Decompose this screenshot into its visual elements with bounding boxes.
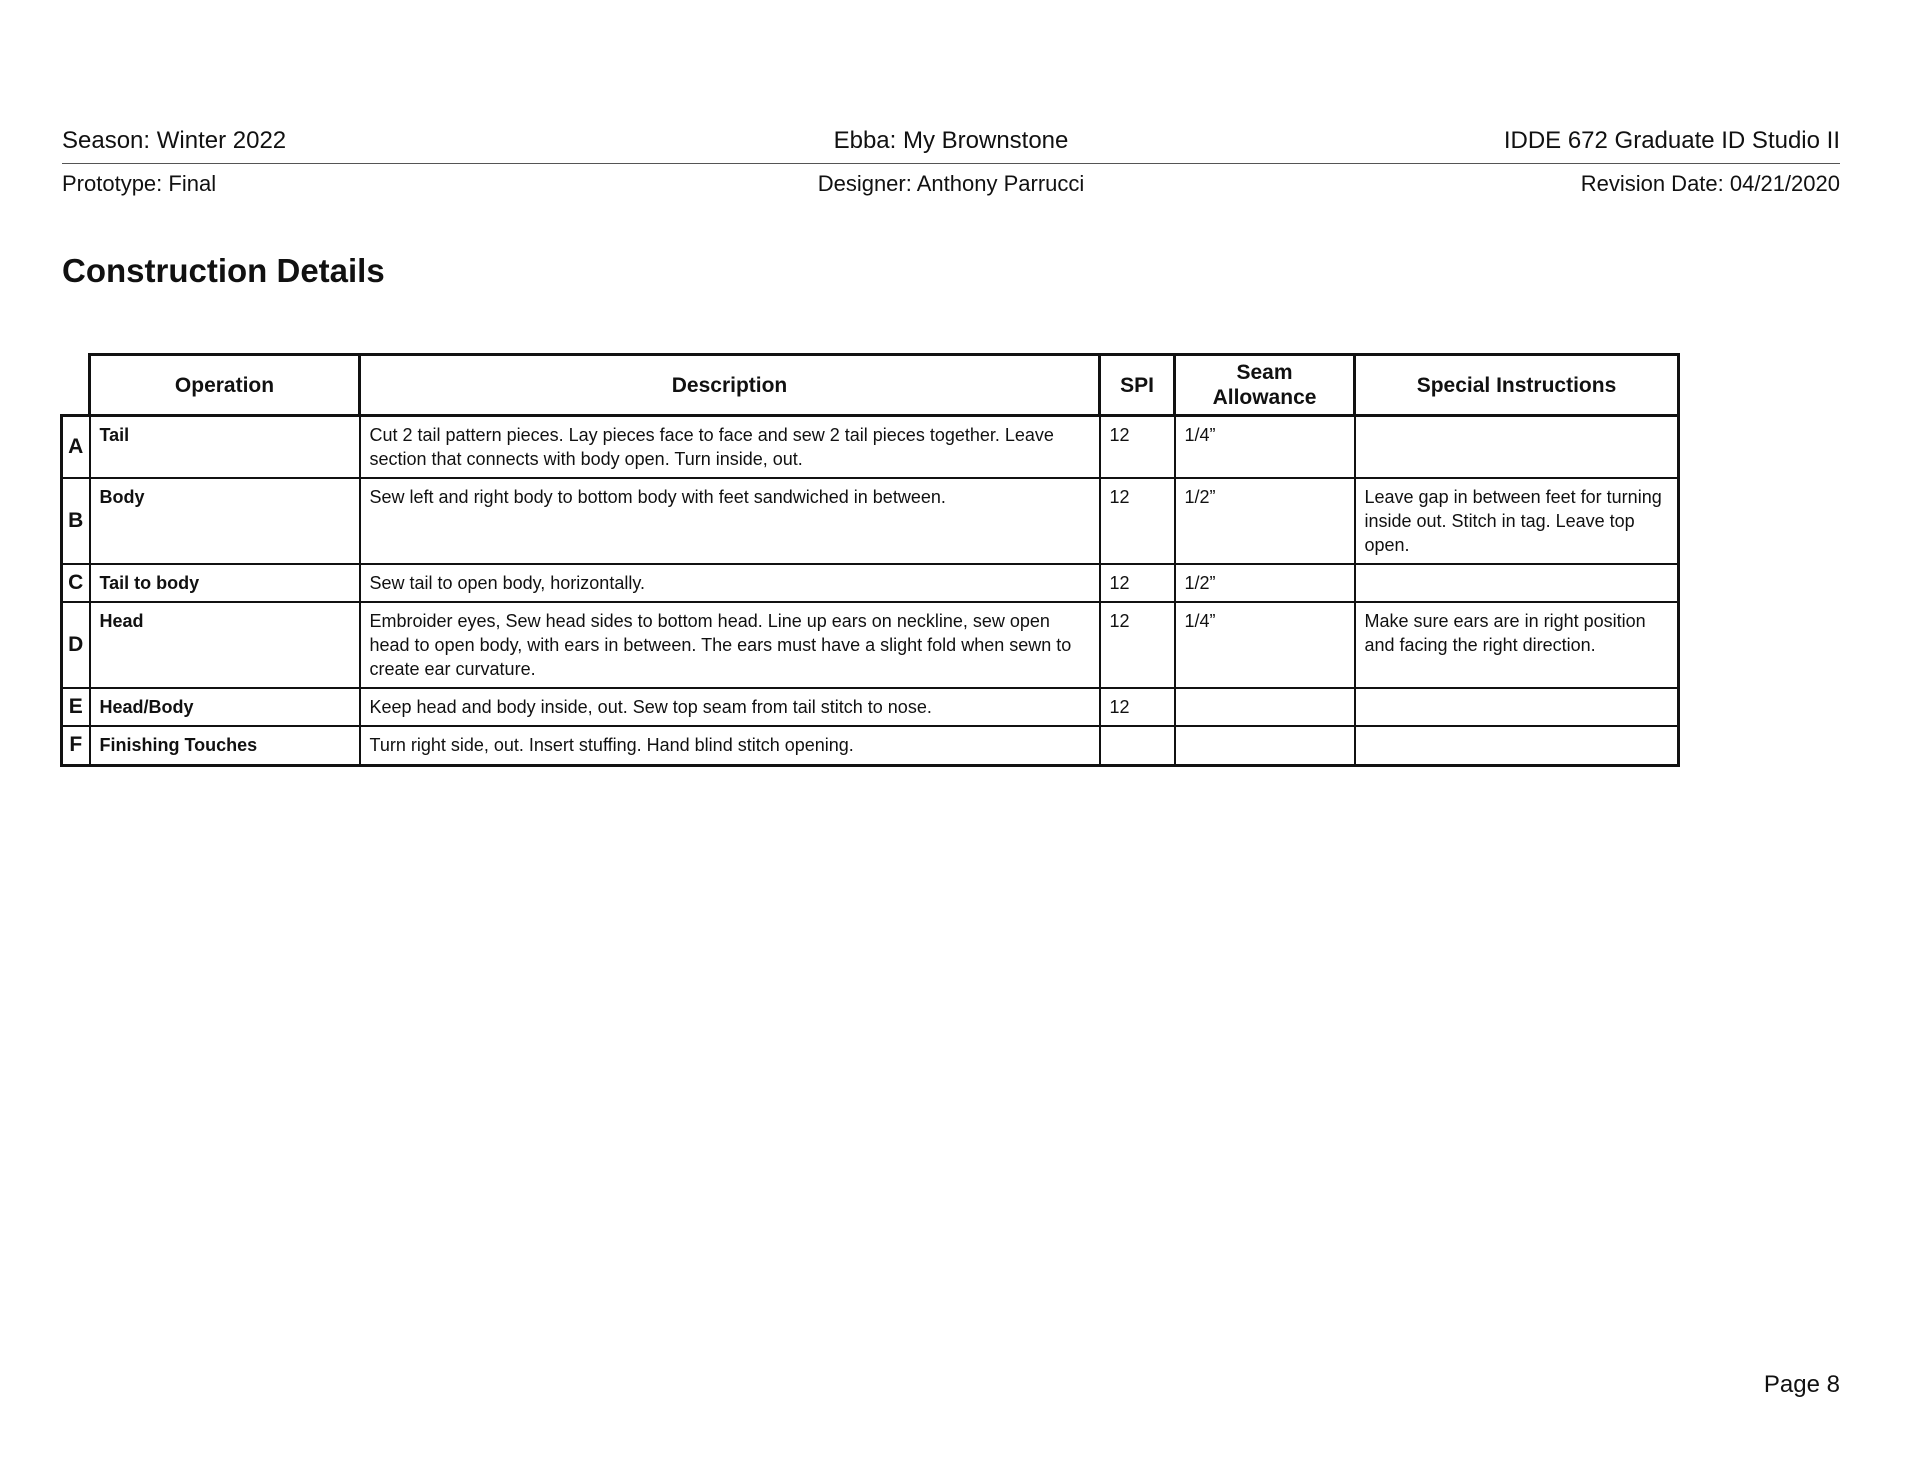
- description-cell: Sew left and right body to bottom body with feet sandwiched in between.: [360, 478, 1100, 564]
- section-title: Construction Details: [62, 252, 385, 289]
- table-row: [62, 478, 1679, 564]
- page-number: Page 8: [1763, 1371, 1840, 1398]
- column-header-operation: Operation: [90, 355, 360, 416]
- description-cell: Embroider eyes, Sew head sides to bottom head. Line up ears on neckline, sew open head to open body, with ears in between. The ears must have a slight fold when sewn to create ear curvature.: [360, 602, 1100, 688]
- row-letter: A: [62, 416, 90, 479]
- operation-cell: Tail: [90, 416, 360, 479]
- column-header-special-instructions: Special Instructions: [1355, 355, 1679, 416]
- spi-cell: 12: [1100, 416, 1175, 479]
- table-row: [62, 726, 1679, 765]
- description-cell: Cut 2 tail pattern pieces. Lay pieces face to face and sew 2 tail pieces together. Leave section that connects with body open. Turn inside, out.: [360, 416, 1100, 479]
- spi-cell: [1100, 726, 1175, 765]
- season-label: Season: Winter 2022: [62, 127, 287, 154]
- header-row-1: [62, 127, 1840, 155]
- description-cell: Keep head and body inside, out. Sew top seam from tail stitch to nose.: [360, 688, 1100, 726]
- seam-allowance-cell: 1/2”: [1175, 564, 1355, 602]
- prototype-label: Prototype: Final: [62, 171, 217, 196]
- description-cell: Turn right side, out. Insert stuffing. Hand blind stitch opening.: [360, 726, 1100, 765]
- description-cell: Sew tail to open body, horizontally.: [360, 564, 1100, 602]
- table-row: [62, 564, 1679, 602]
- operation-cell: Tail to body: [90, 564, 360, 602]
- table-row: [62, 688, 1679, 726]
- table-header-row: [62, 355, 1679, 416]
- special-instructions-cell: [1355, 688, 1679, 726]
- seam-allowance-cell: [1175, 688, 1355, 726]
- seam-allowance-cell: 1/2”: [1175, 478, 1355, 564]
- header-divider: [62, 163, 1840, 164]
- operation-cell: Finishing Touches: [90, 726, 360, 765]
- spi-cell: 12: [1100, 602, 1175, 688]
- header-row-2: [62, 171, 1840, 197]
- designer-label: Designer: Anthony Parrucci: [817, 171, 1085, 196]
- revision-date-label: Revision Date: 04/21/2020: [1580, 171, 1840, 196]
- column-header-seam-allowance: [1175, 355, 1355, 416]
- seam-allowance-cell: 1/4”: [1175, 416, 1355, 479]
- spi-cell: 12: [1100, 688, 1175, 726]
- table-row: [62, 416, 1679, 479]
- special-instructions-cell: [1355, 416, 1679, 479]
- seam-allowance-cell: [1175, 726, 1355, 765]
- course-label: IDDE 672 Graduate ID Studio II: [1503, 127, 1840, 154]
- row-letter: F: [62, 726, 90, 765]
- row-letter: E: [62, 688, 90, 726]
- seam-allowance-header-text: Seam Allowance: [1212, 361, 1317, 409]
- operation-cell: Head/Body: [90, 688, 360, 726]
- special-instructions-cell: Make sure ears are in right position and facing the right direction.: [1355, 602, 1679, 688]
- document-title: Ebba: My Brownstone: [833, 127, 1069, 154]
- operation-cell: Head: [90, 602, 360, 688]
- column-header-spi: SPI: [1100, 355, 1175, 416]
- seam-allowance-cell: 1/4”: [1175, 602, 1355, 688]
- row-letter: C: [62, 564, 90, 602]
- construction-table: [60, 353, 1680, 767]
- row-letter: D: [62, 602, 90, 688]
- special-instructions-cell: [1355, 726, 1679, 765]
- spi-cell: 12: [1100, 478, 1175, 564]
- special-instructions-cell: Leave gap in between feet for turning inside out. Stitch in tag. Leave top open.: [1355, 478, 1679, 564]
- column-header-description: Description: [360, 355, 1100, 416]
- header-blank-cell: [62, 355, 90, 416]
- spi-cell: 12: [1100, 564, 1175, 602]
- row-letter: B: [62, 478, 90, 564]
- table-row: [62, 602, 1679, 688]
- special-instructions-cell: [1355, 564, 1679, 602]
- operation-cell: Body: [90, 478, 360, 564]
